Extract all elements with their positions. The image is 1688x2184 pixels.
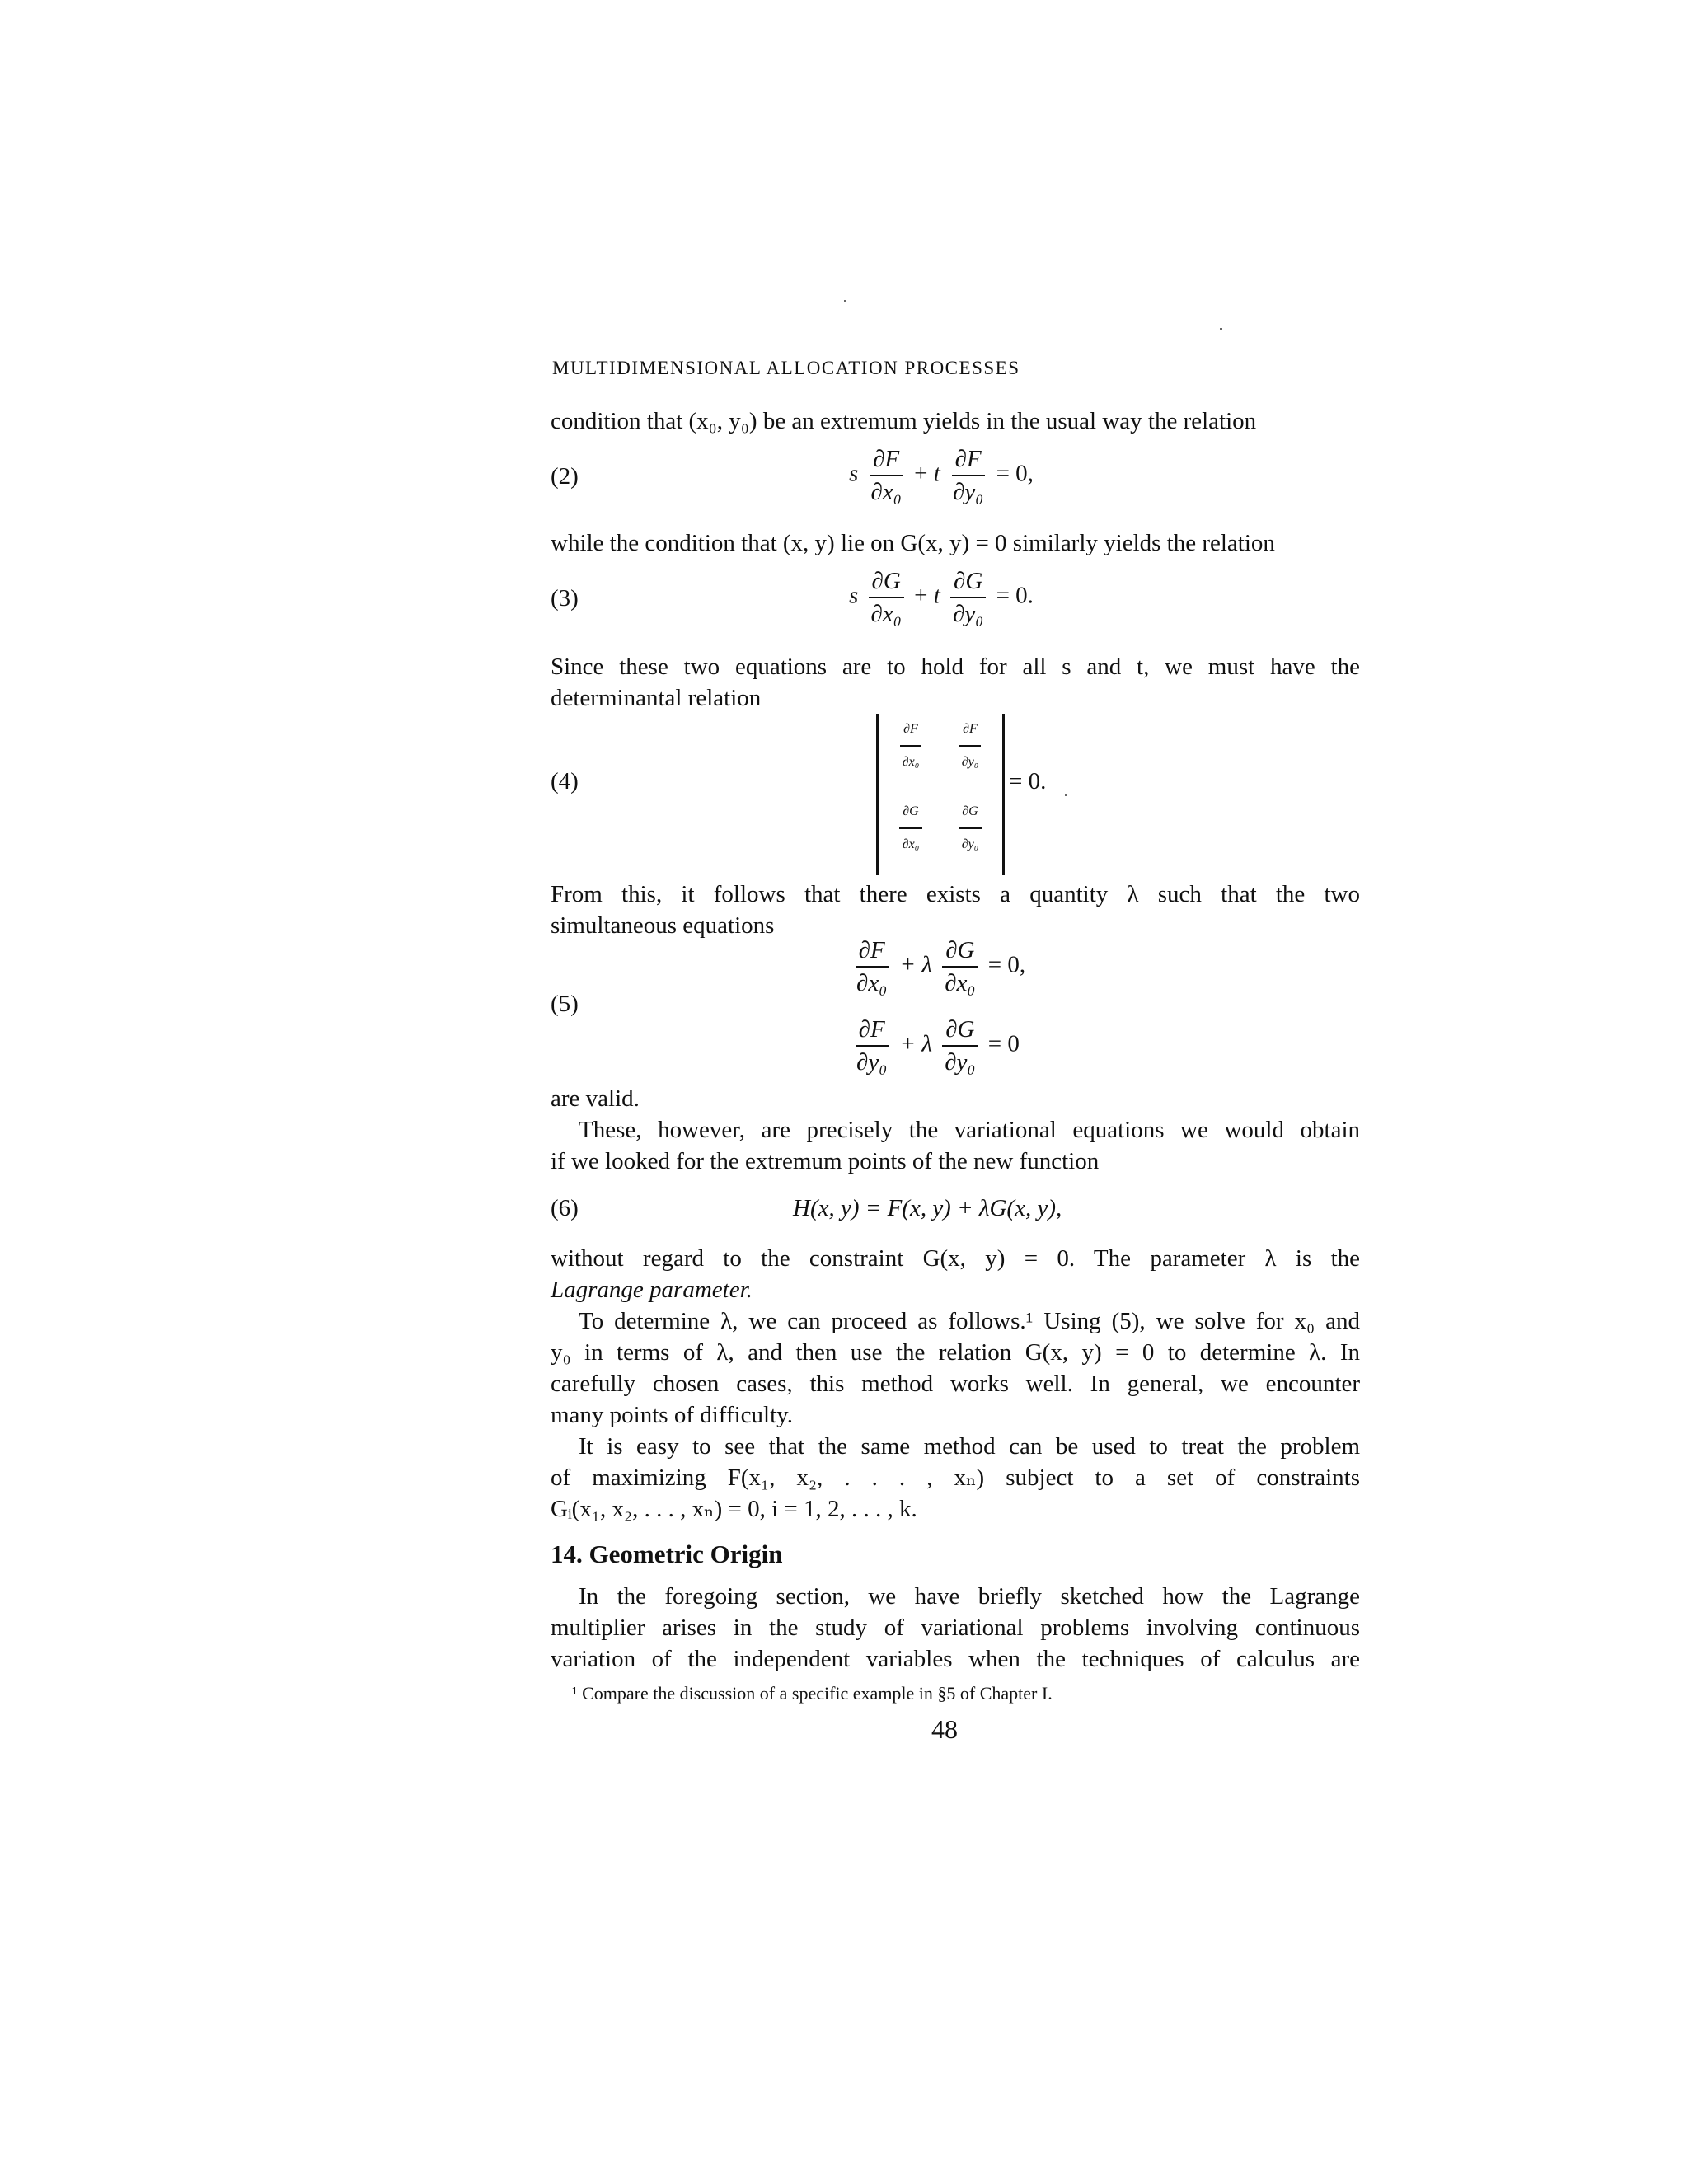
text-line: of maximizing F(x₁, x₂, . . . , xₙ) subject to a set of constraints (551, 1465, 1360, 1491)
eq-coefficient: t (933, 582, 940, 609)
text-line: From this, it follows that there exists a quantity λ such that the two (551, 881, 1360, 907)
equation-number: (6) (551, 1195, 579, 1221)
det-cell (943, 715, 997, 776)
section-heading: 14. Geometric Origin (551, 1540, 783, 1568)
running-header: MULTIDIMENSIONAL ALLOCATION PROCESSES (552, 358, 1020, 378)
eq-rhs: = 0. (1009, 768, 1047, 794)
fraction-numerator: ∂G (869, 567, 904, 598)
text-line: while the condition that (x, y) lie on G(x, y) = 0 similarly yields the relation (551, 530, 1275, 556)
fraction-numerator: ∂F (856, 1015, 889, 1047)
eq-operator: + λ (899, 1030, 932, 1057)
text-line: if we looked for the extremum points of the new function (551, 1148, 1100, 1174)
paragraph (551, 1243, 1360, 1305)
text-line: carefully chosen cases, this method works well. In general, we encounter (551, 1371, 1360, 1397)
fraction-numerator: ∂F (952, 445, 985, 476)
fraction-denominator: ∂y₀ (856, 1049, 888, 1076)
eq-operator: + λ (899, 951, 932, 978)
paragraph (579, 1305, 1360, 1337)
paragraph (551, 1337, 1360, 1431)
equation-5-row (853, 1015, 1020, 1076)
footnote: ¹ Compare the discussion of a specific example in §5 of Chapter I. (572, 1683, 1053, 1704)
eq-operator: + (914, 460, 928, 487)
fraction-denominator: ∂x₀ (870, 601, 902, 627)
text-line: These, however, are precisely the variational equations we would obtain (579, 1117, 1360, 1143)
text-line: multiplier arises in the study of variational problems involving continuous (551, 1615, 1360, 1641)
page-number: 48 (931, 1714, 958, 1744)
fraction-numerator: ∂F (870, 445, 903, 476)
determinant (876, 714, 1005, 875)
fraction (868, 445, 905, 506)
fraction-numerator: ∂F (959, 715, 981, 747)
equation-number: (4) (551, 768, 579, 794)
eq-rhs: = 0. (996, 582, 1034, 609)
equation-2 (849, 445, 1034, 506)
text-line: Lagrange parameter. (551, 1277, 753, 1303)
paragraph (579, 1114, 1360, 1146)
equation-number: (5) (551, 991, 579, 1017)
fraction-numerator: ∂G (942, 1015, 978, 1047)
fraction (950, 567, 987, 628)
text-line: Since these two equations are to hold for all s and t, we must have the (551, 654, 1360, 680)
text-line: determinantal relation (551, 685, 762, 711)
paragraph (551, 879, 1360, 941)
det-cell (884, 798, 938, 859)
fraction-denominator: ∂y₀ (961, 755, 979, 769)
fraction-denominator: ∂y₀ (953, 479, 984, 505)
eq-coefficient: s (849, 460, 859, 487)
fraction-denominator: ∂x₀ (856, 970, 888, 996)
paragraph (551, 1083, 1360, 1114)
text-line: y₀ in terms of λ, and then use the relation G(x, y) = 0 to determine λ. In (551, 1339, 1360, 1366)
equation-number: (2) (551, 463, 579, 490)
text-line: In the foregoing section, we have briefly sketched how the Lagrange (579, 1583, 1360, 1610)
paragraph (551, 1462, 1360, 1525)
paragraph (551, 405, 1360, 437)
fraction-numerator: ∂G (942, 936, 978, 968)
fraction-numerator: ∂G (950, 567, 986, 598)
equation-5-row (853, 936, 1025, 997)
text-line: To determine λ, we can proceed as follows.¹ Using (5), we solve for x₀ and (579, 1308, 1360, 1334)
text-line: many points of difficulty. (551, 1402, 793, 1428)
eq-rhs: = 0, (996, 460, 1034, 487)
fraction-numerator: ∂G (959, 798, 981, 829)
fraction (950, 445, 987, 506)
equation-3 (849, 567, 1034, 628)
text-line: simultaneous equations (551, 912, 775, 939)
equation-number: (3) (551, 585, 579, 612)
paragraph (551, 651, 1360, 714)
scan-speck (1220, 328, 1222, 330)
text-line: condition that (x₀, y₀) be an extremum yields in the usual way the relation (551, 408, 1257, 434)
text-line: are valid. (551, 1085, 640, 1112)
fraction-numerator: ∂F (900, 715, 921, 747)
det-cell (884, 715, 938, 776)
eq-coefficient: t (933, 460, 940, 487)
fraction-denominator: ∂x₀ (902, 755, 920, 769)
text-line: variation of the independent variables when the techniques of calculus are (551, 1646, 1360, 1672)
fraction-denominator: ∂x₀ (945, 970, 976, 996)
scan-speck (1065, 794, 1067, 796)
fraction-denominator: ∂x₀ (902, 837, 920, 851)
text-line: It is easy to see that the same method can be used to treat the problem (579, 1433, 1360, 1460)
fraction-denominator: ∂y₀ (961, 837, 979, 851)
text-line: without regard to the constraint G(x, y) = 0. The parameter λ is the (551, 1245, 1360, 1272)
eq-rhs: = 0 (987, 1030, 1020, 1057)
eq-rhs: = 0, (987, 951, 1026, 978)
equation-6: H(x, y) = F(x, y) + λG(x, y), (793, 1195, 1062, 1221)
fraction-numerator: ∂G (899, 798, 921, 829)
paragraph (579, 1431, 1360, 1462)
paragraph (551, 1146, 1360, 1177)
scan-speck (844, 300, 846, 302)
fraction-denominator: ∂y₀ (953, 601, 984, 627)
eq-operator: + (914, 582, 928, 609)
text-line: Gᵢ(x₁, x₂, . . . , xₙ) = 0, i = 1, 2, . . . , k. (551, 1496, 917, 1522)
paragraph (551, 1612, 1360, 1675)
fraction-denominator: ∂x₀ (870, 479, 902, 505)
paragraph (551, 527, 1360, 559)
fraction (868, 567, 905, 628)
paragraph (579, 1581, 1360, 1612)
det-cell (943, 798, 997, 859)
fraction-denominator: ∂y₀ (945, 1049, 976, 1076)
eq-coefficient: s (849, 582, 859, 609)
fraction-numerator: ∂F (856, 936, 889, 968)
